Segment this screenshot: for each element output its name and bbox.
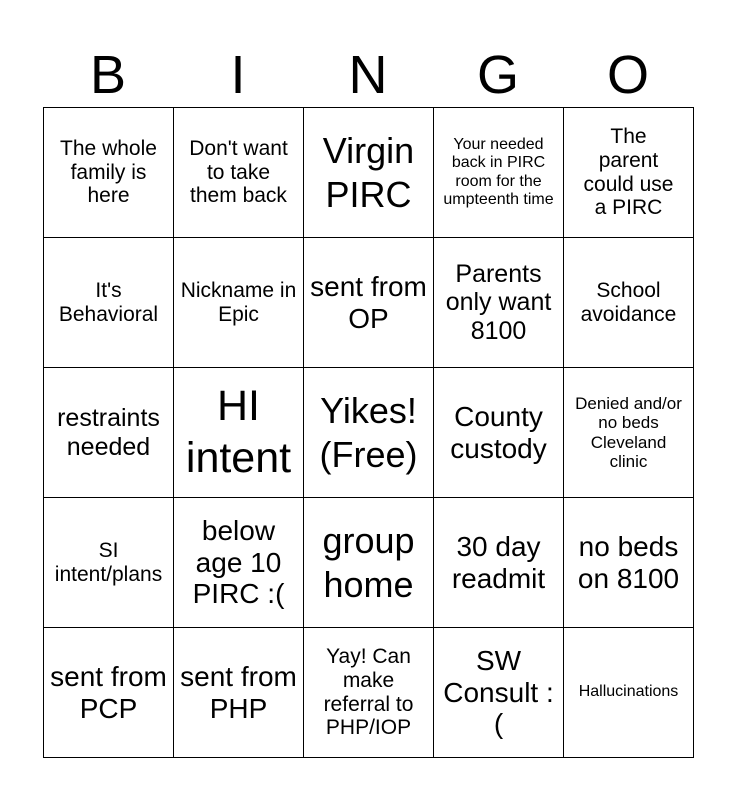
cell-text: School avoidance xyxy=(580,278,677,326)
cell-text: County custody xyxy=(450,400,547,464)
cell-text: below age 10 PIRC :( xyxy=(192,514,285,610)
header-letter-b: B xyxy=(89,45,127,105)
cell-text: Your needed back in PIRC room for the umpteenth time xyxy=(443,136,554,208)
cell-text: sent from OP xyxy=(310,270,427,334)
cell-text: 30 day readmit xyxy=(451,530,546,594)
cell-text: SW Consult :( xyxy=(443,644,554,740)
cell-text: Parents only want 8100 xyxy=(445,259,552,345)
cell-text: sent from PCP xyxy=(50,660,167,724)
bingo-cell[interactable] xyxy=(564,498,694,628)
cell-text: The parent could use a PIRC xyxy=(583,124,674,220)
bingo-cell[interactable] xyxy=(434,108,564,238)
bingo-cell[interactable] xyxy=(434,498,564,628)
bingo-cell[interactable] xyxy=(564,368,694,498)
bingo-cell[interactable] xyxy=(44,628,174,758)
bingo-cell[interactable] xyxy=(434,628,564,758)
bingo-cell[interactable] xyxy=(174,238,304,368)
cell-text: Hallucinations xyxy=(578,683,679,701)
cell-text: Virgin PIRC xyxy=(322,129,415,215)
cell-text: Don't want to take them back xyxy=(189,136,288,208)
cell-text: no beds on 8100 xyxy=(577,530,680,594)
bingo-cell[interactable] xyxy=(564,108,694,238)
bingo-cell[interactable] xyxy=(304,108,434,238)
bingo-cell[interactable] xyxy=(174,368,304,498)
cell-text: sent from PHP xyxy=(180,660,297,724)
bingo-cell[interactable] xyxy=(174,628,304,758)
bingo-cell[interactable] xyxy=(44,238,174,368)
bingo-cell[interactable] xyxy=(304,238,434,368)
bingo-cell[interactable] xyxy=(564,628,694,758)
cell-text: Yay! Can make referral to PHP/IOP xyxy=(323,644,414,740)
bingo-cell[interactable] xyxy=(174,498,304,628)
bingo-cell[interactable] xyxy=(304,628,434,758)
cell-text: It's Behavioral xyxy=(58,278,159,326)
bingo-cell[interactable] xyxy=(304,498,434,628)
bingo-cell[interactable] xyxy=(44,108,174,238)
header-letter-g: G xyxy=(476,45,519,105)
cell-text: SI intent/plans xyxy=(54,538,163,586)
cell-text: restraints needed xyxy=(57,404,160,461)
cell-text: Yikes! (Free) xyxy=(319,389,418,475)
header-letter-o: O xyxy=(606,45,649,105)
bingo-cell[interactable] xyxy=(44,368,174,498)
bingo-cell[interactable] xyxy=(434,238,564,368)
bingo-cell[interactable] xyxy=(174,108,304,238)
cell-text: The whole family is here xyxy=(60,136,157,208)
bingo-cell[interactable] xyxy=(304,368,434,498)
bingo-cell[interactable] xyxy=(434,368,564,498)
bingo-cell[interactable] xyxy=(564,238,694,368)
cell-text: Denied and/or no beds Cleveland clinic xyxy=(575,393,682,471)
cell-text: Nickname in Epic xyxy=(180,278,297,326)
header-letter-n: N xyxy=(348,45,388,105)
bingo-board xyxy=(43,107,694,758)
bingo-cell[interactable] xyxy=(44,498,174,628)
bingo-header xyxy=(43,42,693,108)
header-letter-i: I xyxy=(230,45,246,105)
cell-text: HI intent xyxy=(185,381,292,482)
cell-text: group home xyxy=(322,519,415,605)
